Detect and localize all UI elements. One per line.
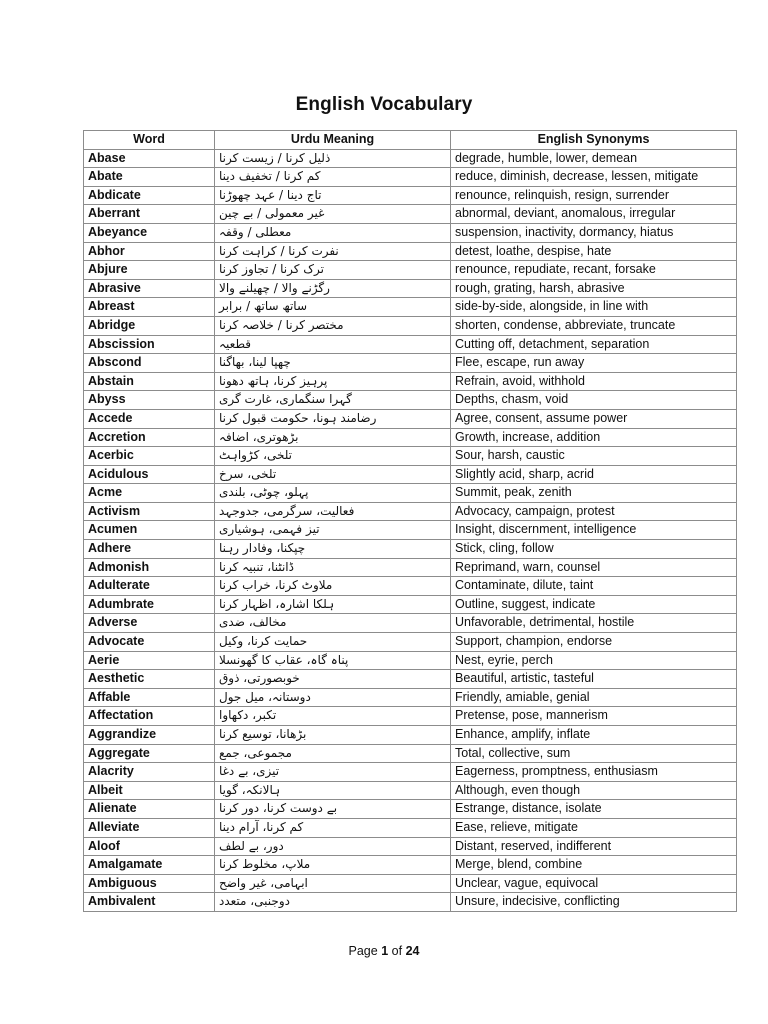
table-row: [84, 465, 737, 484]
urdu-meaning-cell: بے دوست کرنا، دور کرنا: [215, 800, 451, 819]
word-cell: Abstain: [84, 372, 215, 391]
synonyms-cell: renounce, relinquish, resign, surrender: [451, 186, 737, 205]
urdu-meaning-cell: پہلو، چوٹی، بلندی: [215, 484, 451, 503]
urdu-meaning-cell: پرہیز کرنا، ہاتھ دھونا: [215, 372, 451, 391]
synonyms-cell: Unsure, indecisive, conflicting: [451, 893, 737, 912]
word-cell: Alienate: [84, 800, 215, 819]
word-cell: Adhere: [84, 540, 215, 559]
table-row: [84, 298, 737, 317]
synonyms-cell: side-by-side, alongside, in line with: [451, 298, 737, 317]
table-row: [84, 633, 737, 652]
urdu-meaning-cell: ملاوٹ کرنا، خراب کرنا: [215, 577, 451, 596]
urdu-meaning-cell: ذلیل کرنا / زیست کرنا: [215, 149, 451, 168]
word-cell: Adulterate: [84, 577, 215, 596]
word-cell: Acumen: [84, 521, 215, 540]
synonyms-cell: Unfavorable, detrimental, hostile: [451, 614, 737, 633]
table-row: [84, 168, 737, 187]
table-row: [84, 316, 737, 335]
urdu-meaning-cell: چھپا لینا، بھاگنا: [215, 354, 451, 373]
word-cell: Alleviate: [84, 818, 215, 837]
synonyms-cell: degrade, humble, lower, demean: [451, 149, 737, 168]
word-cell: Abscond: [84, 354, 215, 373]
urdu-meaning-cell: تکبر، دکھاوا: [215, 707, 451, 726]
table-row: [84, 242, 737, 261]
synonyms-cell: Refrain, avoid, withhold: [451, 372, 737, 391]
table-row: [84, 800, 737, 819]
word-cell: Abyss: [84, 391, 215, 410]
urdu-meaning-cell: پناہ گاہ، عقاب کا گھونسلا: [215, 651, 451, 670]
header-english-synonyms: English Synonyms: [451, 131, 737, 150]
word-cell: Accretion: [84, 428, 215, 447]
synonyms-cell: Nest, eyrie, perch: [451, 651, 737, 670]
urdu-meaning-cell: بڑھوتری، اضافہ: [215, 428, 451, 447]
urdu-meaning-cell: تیز فہمی، ہوشیاری: [215, 521, 451, 540]
table-row: [84, 354, 737, 373]
synonyms-cell: rough, grating, harsh, abrasive: [451, 279, 737, 298]
synonyms-cell: Contaminate, dilute, taint: [451, 577, 737, 596]
table-row: [84, 688, 737, 707]
urdu-meaning-cell: فعالیت، سرگرمی، جدوجہد: [215, 502, 451, 521]
word-cell: Aggrandize: [84, 726, 215, 745]
current-page-number: 1: [381, 944, 389, 958]
synonyms-cell: Advocacy, campaign, protest: [451, 502, 737, 521]
table-row: [84, 502, 737, 521]
urdu-meaning-cell: خوبصورتی، ذوق: [215, 670, 451, 689]
table-row: [84, 763, 737, 782]
table-row: [84, 521, 737, 540]
urdu-meaning-cell: کم کرنا، آرام دینا: [215, 818, 451, 837]
synonyms-cell: Agree, consent, assume power: [451, 409, 737, 428]
page-of-label: of: [391, 944, 403, 958]
word-cell: Adverse: [84, 614, 215, 633]
urdu-meaning-cell: نفرت کرنا / کراہت کرنا: [215, 242, 451, 261]
word-cell: Alacrity: [84, 763, 215, 782]
word-cell: Affable: [84, 688, 215, 707]
table-row: [84, 818, 737, 837]
urdu-meaning-cell: مجموعی، جمع: [215, 744, 451, 763]
urdu-meaning-cell: ہالانکہ، گویا: [215, 781, 451, 800]
synonyms-cell: Depths, chasm, void: [451, 391, 737, 410]
synonyms-cell: Summit, peak, zenith: [451, 484, 737, 503]
table-row: [84, 874, 737, 893]
synonyms-cell: Slightly acid, sharp, acrid: [451, 465, 737, 484]
synonyms-cell: Support, champion, endorse: [451, 633, 737, 652]
table-row: [84, 391, 737, 410]
page-footer: [0, 944, 768, 958]
table-body: [84, 149, 737, 911]
urdu-meaning-cell: تیزی، بے دغا: [215, 763, 451, 782]
synonyms-cell: Friendly, amiable, genial: [451, 688, 737, 707]
table-row: [84, 428, 737, 447]
urdu-meaning-cell: ملاپ، مخلوط کرنا: [215, 856, 451, 875]
table-row: [84, 707, 737, 726]
synonyms-cell: Cutting off, detachment, separation: [451, 335, 737, 354]
word-cell: Acidulous: [84, 465, 215, 484]
word-cell: Aerie: [84, 651, 215, 670]
synonyms-cell: abnormal, deviant, anomalous, irregular: [451, 205, 737, 224]
synonyms-cell: Ease, relieve, mitigate: [451, 818, 737, 837]
synonyms-cell: Pretense, pose, mannerism: [451, 707, 737, 726]
urdu-meaning-cell: بڑھانا، توسیع کرنا: [215, 726, 451, 745]
word-cell: Abrasive: [84, 279, 215, 298]
urdu-meaning-cell: تلخی، کڑواہٹ: [215, 447, 451, 466]
synonyms-cell: Beautiful, artistic, tasteful: [451, 670, 737, 689]
synonyms-cell: Distant, reserved, indifferent: [451, 837, 737, 856]
urdu-meaning-cell: رضامند ہونا، حکومت قبول کرنا: [215, 409, 451, 428]
word-cell: Acerbic: [84, 447, 215, 466]
synonyms-cell: suspension, inactivity, dormancy, hiatus: [451, 223, 737, 242]
urdu-meaning-cell: مختصر کرنا / خلاصہ کرنا: [215, 316, 451, 335]
urdu-meaning-cell: تلخی، سرخ: [215, 465, 451, 484]
word-cell: Abridge: [84, 316, 215, 335]
word-cell: Abreast: [84, 298, 215, 317]
synonyms-cell: Flee, escape, run away: [451, 354, 737, 373]
table-row: [84, 744, 737, 763]
urdu-meaning-cell: دور، بے لطف: [215, 837, 451, 856]
table-row: [84, 558, 737, 577]
table-row: [84, 261, 737, 280]
word-cell: Acme: [84, 484, 215, 503]
word-cell: Abjure: [84, 261, 215, 280]
table-row: [84, 484, 737, 503]
synonyms-cell: Growth, increase, addition: [451, 428, 737, 447]
word-cell: Aberrant: [84, 205, 215, 224]
synonyms-cell: renounce, repudiate, recant, forsake: [451, 261, 737, 280]
synonyms-cell: Although, even though: [451, 781, 737, 800]
urdu-meaning-cell: کم کرنا / تخفیف دینا: [215, 168, 451, 187]
table-row: [84, 372, 737, 391]
urdu-meaning-cell: گہرا سنگماری، غارت گری: [215, 391, 451, 410]
word-cell: Abdicate: [84, 186, 215, 205]
word-cell: Abase: [84, 149, 215, 168]
synonyms-cell: Outline, suggest, indicate: [451, 595, 737, 614]
urdu-meaning-cell: قطعیہ: [215, 335, 451, 354]
table-row: [84, 670, 737, 689]
page-label: Page: [348, 944, 378, 958]
urdu-meaning-cell: حمایت کرنا، وکیل: [215, 633, 451, 652]
urdu-meaning-cell: تاج دینا / عہد چھوڑنا: [215, 186, 451, 205]
synonyms-cell: Estrange, distance, isolate: [451, 800, 737, 819]
urdu-meaning-cell: رگڑنے والا / چھیلنے والا: [215, 279, 451, 298]
synonyms-cell: Insight, discernment, intelligence: [451, 521, 737, 540]
word-cell: Ambivalent: [84, 893, 215, 912]
word-cell: Aggregate: [84, 744, 215, 763]
word-cell: Adumbrate: [84, 595, 215, 614]
table-row: [84, 149, 737, 168]
urdu-meaning-cell: معطلی / وقفہ: [215, 223, 451, 242]
word-cell: Advocate: [84, 633, 215, 652]
header-word: Word: [84, 131, 215, 150]
urdu-meaning-cell: ترک کرنا / تجاوز کرنا: [215, 261, 451, 280]
word-cell: Accede: [84, 409, 215, 428]
word-cell: Aloof: [84, 837, 215, 856]
table-row: [84, 540, 737, 559]
table-row: [84, 856, 737, 875]
synonyms-cell: shorten, condense, abbreviate, truncate: [451, 316, 737, 335]
urdu-meaning-cell: غیر معمولی / بے چین: [215, 205, 451, 224]
table-row: [84, 651, 737, 670]
synonyms-cell: Unclear, vague, equivocal: [451, 874, 737, 893]
table-row: [84, 726, 737, 745]
urdu-meaning-cell: دوستانہ، میل جول: [215, 688, 451, 707]
word-cell: Albeit: [84, 781, 215, 800]
document-title: English Vocabulary: [295, 94, 473, 115]
urdu-meaning-cell: مخالف، ضدی: [215, 614, 451, 633]
synonyms-cell: Merge, blend, combine: [451, 856, 737, 875]
urdu-meaning-cell: ڈانٹنا، تنبیہ کرنا: [215, 558, 451, 577]
word-cell: Admonish: [84, 558, 215, 577]
urdu-meaning-cell: ہلکا اشارہ، اظہار کرنا: [215, 595, 451, 614]
urdu-meaning-cell: ابہامی، غیر واضح: [215, 874, 451, 893]
table-row: [84, 409, 737, 428]
table-row: [84, 205, 737, 224]
urdu-meaning-cell: چپکنا، وفادار رہنا: [215, 540, 451, 559]
table-row: [84, 223, 737, 242]
word-cell: Activism: [84, 502, 215, 521]
synonyms-cell: reduce, diminish, decrease, lessen, mitigate: [451, 168, 737, 187]
word-cell: Abscission: [84, 335, 215, 354]
synonyms-cell: Eagerness, promptness, enthusiasm: [451, 763, 737, 782]
table-row: [84, 335, 737, 354]
table-row: [84, 279, 737, 298]
synonyms-cell: detest, loathe, despise, hate: [451, 242, 737, 261]
table-row: [84, 447, 737, 466]
word-cell: Aesthetic: [84, 670, 215, 689]
table-row: [84, 186, 737, 205]
urdu-meaning-cell: دوجنبی، متعدد: [215, 893, 451, 912]
table-row: [84, 577, 737, 596]
vocabulary-table: [83, 130, 737, 912]
total-pages-number: 24: [405, 944, 420, 958]
table-row: [84, 781, 737, 800]
synonyms-cell: Reprimand, warn, counsel: [451, 558, 737, 577]
table-header-row: [84, 131, 737, 150]
word-cell: Affectation: [84, 707, 215, 726]
table-row: [84, 837, 737, 856]
synonyms-cell: Sour, harsh, caustic: [451, 447, 737, 466]
word-cell: Abate: [84, 168, 215, 187]
word-cell: Amalgamate: [84, 856, 215, 875]
urdu-meaning-cell: ساتھ ساتھ / برابر: [215, 298, 451, 317]
table-row: [84, 595, 737, 614]
header-urdu-meaning: Urdu Meaning: [215, 131, 451, 150]
synonyms-cell: Stick, cling, follow: [451, 540, 737, 559]
synonyms-cell: Enhance, amplify, inflate: [451, 726, 737, 745]
word-cell: Ambiguous: [84, 874, 215, 893]
synonyms-cell: Total, collective, sum: [451, 744, 737, 763]
word-cell: Abeyance: [84, 223, 215, 242]
word-cell: Abhor: [84, 242, 215, 261]
table-row: [84, 614, 737, 633]
table-row: [84, 893, 737, 912]
